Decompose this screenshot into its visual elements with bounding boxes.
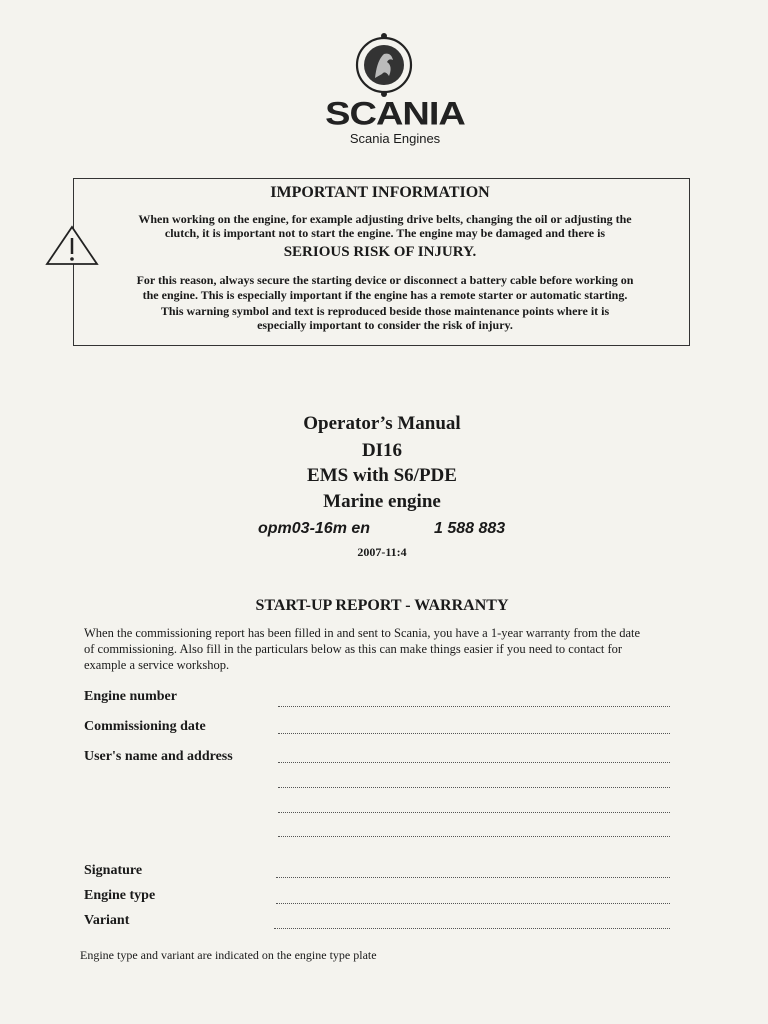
warning-para3-line2: especially important to consider the risk of injury. (257, 318, 513, 332)
commissioning-date-field[interactable] (278, 733, 670, 734)
part-number: 1 588 883 (434, 520, 506, 537)
engine-type-field[interactable] (276, 903, 670, 904)
warning-para1-line2: clutch, it is important not to start the engine. The engine may be damaged and there is (164, 226, 606, 240)
footnote: Engine type and variant are indicated on the engine type plate (80, 948, 377, 962)
document-code: opm03-16m en (258, 520, 371, 537)
engine-number-label: Engine number (84, 689, 177, 704)
variant-field[interactable] (274, 928, 670, 929)
brand-subtitle: Scania Engines (349, 131, 441, 146)
scania-griffin-emblem (355, 30, 413, 100)
engine-type-label: Engine type (84, 888, 156, 903)
report-intro-line1: When the commissioning report has been filled in and sent to Scania, you have a 1-year warranty from the date (84, 626, 641, 640)
warning-para1-line1: When working on the engine, for example adjusting drive belts, changing the oil or adjusting the (138, 212, 632, 226)
document-date: 2007-11:4 (357, 545, 407, 559)
users-name-address-field-1[interactable] (278, 762, 670, 763)
report-title: START-UP REPORT - WARRANTY (255, 597, 509, 614)
engine-system: EMS with S6/PDE (307, 465, 457, 486)
commissioning-date-label: Commissioning date (84, 719, 206, 734)
report-intro-line3: example a service workshop. (84, 658, 230, 672)
users-name-address-label: User's name and address (84, 749, 233, 764)
warning-title: IMPORTANT INFORMATION (270, 184, 490, 201)
users-name-address-field-3[interactable] (278, 812, 670, 813)
engine-application: Marine engine (323, 491, 441, 512)
users-name-address-field-2[interactable] (278, 787, 670, 788)
warning-para2-line2: the engine. This is especially important if the engine has a remote starter or automatic starting. (142, 288, 628, 302)
brand-wordmark: SCANIA (325, 96, 465, 132)
warning-serious-risk: SERIOUS RISK OF INJURY. (283, 244, 477, 260)
warning-para3-line1: This warning symbol and text is reproduced beside those maintenance points where it is (160, 304, 610, 318)
variant-label: Variant (84, 913, 130, 928)
engine-number-field[interactable] (278, 706, 670, 707)
manual-title: Operator’s Manual (303, 413, 461, 434)
report-intro-line2: of commissioning. Also fill in the particulars below as this can make things easier if you need to contact for (84, 642, 623, 656)
warning-para2-line1: For this reason, always secure the starting device or disconnect a battery cable before working on (136, 273, 634, 287)
signature-label: Signature (84, 863, 143, 878)
signature-field[interactable] (276, 877, 670, 878)
engine-model: DI16 (361, 440, 403, 461)
users-name-address-field-4[interactable] (278, 836, 670, 837)
report-intro (84, 625, 704, 673)
